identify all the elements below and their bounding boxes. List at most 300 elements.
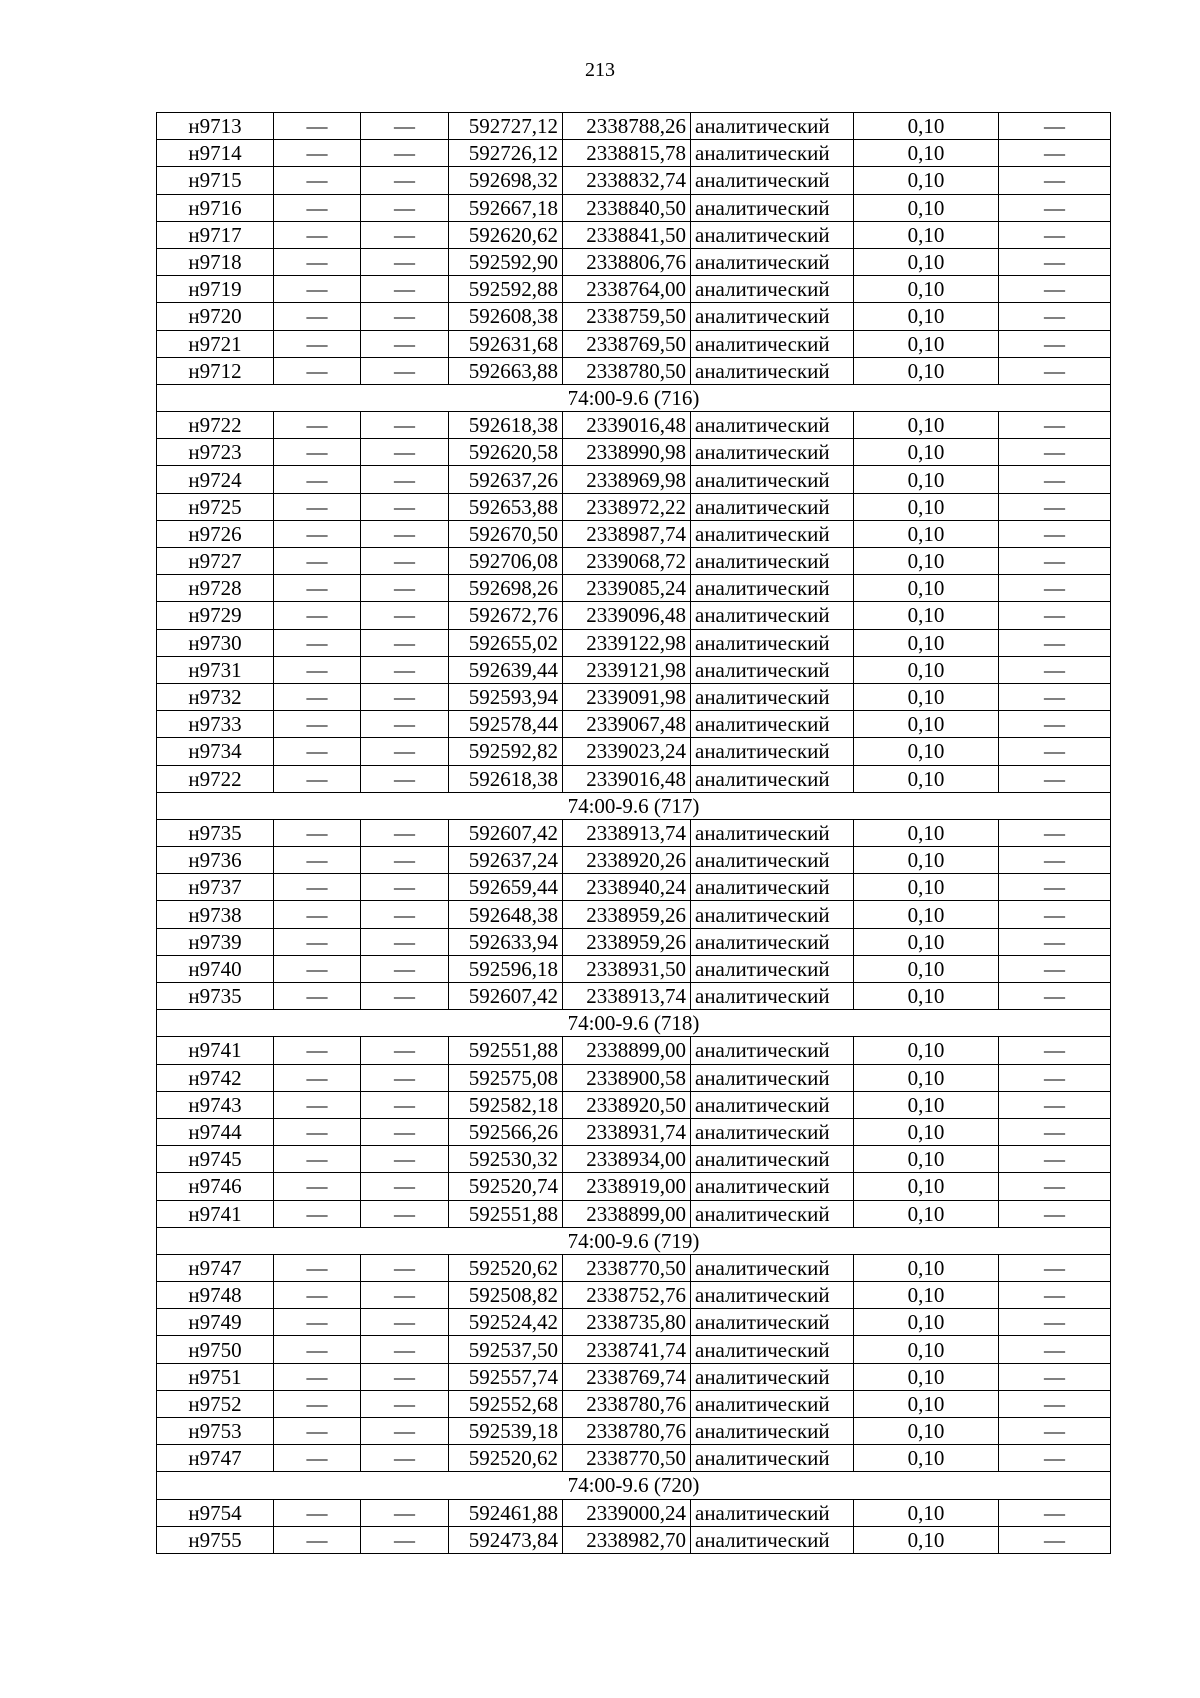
- dash-cell: —: [999, 1363, 1111, 1390]
- method-cell: аналитический: [691, 412, 854, 439]
- x-coordinate-cell: 592524,42: [449, 1309, 563, 1336]
- x-coordinate-cell: 592539,18: [449, 1418, 563, 1445]
- point-name-cell: н9737: [157, 874, 274, 901]
- dash-cell: —: [361, 1254, 449, 1281]
- y-coordinate-cell: 2339121,98: [563, 656, 691, 683]
- accuracy-cell: 0,10: [854, 113, 999, 140]
- table-row: [157, 1200, 1111, 1227]
- dash-cell: —: [999, 656, 1111, 683]
- dash-cell: —: [274, 493, 361, 520]
- accuracy-cell: 0,10: [854, 167, 999, 194]
- table-row: [157, 683, 1111, 710]
- method-cell: аналитический: [691, 1282, 854, 1309]
- point-name-cell: н9744: [157, 1118, 274, 1145]
- dash-cell: —: [274, 765, 361, 792]
- y-coordinate-cell: 2338899,00: [563, 1200, 691, 1227]
- table-row: [157, 819, 1111, 846]
- dash-cell: —: [274, 1037, 361, 1064]
- y-coordinate-cell: 2338899,00: [563, 1037, 691, 1064]
- y-coordinate-cell: 2338959,26: [563, 901, 691, 928]
- dash-cell: —: [274, 874, 361, 901]
- x-coordinate-cell: 592608,38: [449, 303, 563, 330]
- y-coordinate-cell: 2338920,26: [563, 847, 691, 874]
- y-coordinate-cell: 2338913,74: [563, 819, 691, 846]
- y-coordinate-cell: 2338769,74: [563, 1363, 691, 1390]
- table-row: [157, 1499, 1111, 1526]
- accuracy-cell: 0,10: [854, 1336, 999, 1363]
- table-row: [157, 1390, 1111, 1417]
- table-row: [157, 221, 1111, 248]
- table-row: [157, 1282, 1111, 1309]
- x-coordinate-cell: 592582,18: [449, 1091, 563, 1118]
- x-coordinate-cell: 592607,42: [449, 819, 563, 846]
- dash-cell: —: [361, 330, 449, 357]
- point-name-cell: н9720: [157, 303, 274, 330]
- accuracy-cell: 0,10: [854, 1118, 999, 1145]
- y-coordinate-cell: 2339000,24: [563, 1499, 691, 1526]
- y-coordinate-cell: 2338959,26: [563, 928, 691, 955]
- x-coordinate-cell: 592566,26: [449, 1118, 563, 1145]
- section-header-row: [157, 1227, 1111, 1254]
- dash-cell: —: [274, 1254, 361, 1281]
- y-coordinate-cell: 2339016,48: [563, 765, 691, 792]
- dash-cell: —: [274, 847, 361, 874]
- point-name-cell: н9755: [157, 1526, 274, 1553]
- method-cell: аналитический: [691, 493, 854, 520]
- dash-cell: —: [999, 439, 1111, 466]
- x-coordinate-cell: 592618,38: [449, 412, 563, 439]
- accuracy-cell: 0,10: [854, 874, 999, 901]
- table-row: [157, 1254, 1111, 1281]
- dash-cell: —: [274, 656, 361, 683]
- point-name-cell: н9725: [157, 493, 274, 520]
- point-name-cell: н9733: [157, 711, 274, 738]
- dash-cell: —: [361, 493, 449, 520]
- dash-cell: —: [274, 711, 361, 738]
- point-name-cell: н9715: [157, 167, 274, 194]
- dash-cell: —: [999, 412, 1111, 439]
- point-name-cell: н9718: [157, 248, 274, 275]
- dash-cell: —: [361, 1390, 449, 1417]
- table-row: [157, 1064, 1111, 1091]
- point-name-cell: н9723: [157, 439, 274, 466]
- accuracy-cell: 0,10: [854, 493, 999, 520]
- accuracy-cell: 0,10: [854, 602, 999, 629]
- accuracy-cell: 0,10: [854, 1064, 999, 1091]
- dash-cell: —: [999, 303, 1111, 330]
- x-coordinate-cell: 592473,84: [449, 1526, 563, 1553]
- point-name-cell: н9751: [157, 1363, 274, 1390]
- dash-cell: —: [361, 738, 449, 765]
- method-cell: аналитический: [691, 656, 854, 683]
- dash-cell: —: [361, 357, 449, 384]
- method-cell: аналитический: [691, 765, 854, 792]
- method-cell: аналитический: [691, 1526, 854, 1553]
- table-row: [157, 1445, 1111, 1472]
- dash-cell: —: [999, 1146, 1111, 1173]
- accuracy-cell: 0,10: [854, 1173, 999, 1200]
- dash-cell: —: [999, 575, 1111, 602]
- table-row: [157, 357, 1111, 384]
- y-coordinate-cell: 2338770,50: [563, 1254, 691, 1281]
- dash-cell: —: [361, 276, 449, 303]
- table-row: [157, 493, 1111, 520]
- method-cell: аналитический: [691, 1254, 854, 1281]
- table-row: [157, 439, 1111, 466]
- dash-cell: —: [999, 629, 1111, 656]
- accuracy-cell: 0,10: [854, 357, 999, 384]
- section-header-row: [157, 1010, 1111, 1037]
- point-name-cell: н9752: [157, 1390, 274, 1417]
- dash-cell: —: [361, 1363, 449, 1390]
- method-cell: аналитический: [691, 955, 854, 982]
- dash-cell: —: [361, 167, 449, 194]
- accuracy-cell: 0,10: [854, 1200, 999, 1227]
- x-coordinate-cell: 592639,44: [449, 656, 563, 683]
- x-coordinate-cell: 592659,44: [449, 874, 563, 901]
- method-cell: аналитический: [691, 1445, 854, 1472]
- table-row: [157, 575, 1111, 602]
- point-name-cell: н9738: [157, 901, 274, 928]
- table-row: [157, 1173, 1111, 1200]
- section-caption: 74:00-9.6 (718): [157, 1010, 1111, 1037]
- accuracy-cell: 0,10: [854, 303, 999, 330]
- y-coordinate-cell: 2339096,48: [563, 602, 691, 629]
- dash-cell: —: [999, 520, 1111, 547]
- section-caption: 74:00-9.6 (720): [157, 1472, 1111, 1499]
- point-name-cell: н9745: [157, 1146, 274, 1173]
- x-coordinate-cell: 592637,24: [449, 847, 563, 874]
- x-coordinate-cell: 592698,32: [449, 167, 563, 194]
- dash-cell: —: [274, 1200, 361, 1227]
- method-cell: аналитический: [691, 167, 854, 194]
- y-coordinate-cell: 2338931,50: [563, 955, 691, 982]
- dash-cell: —: [274, 113, 361, 140]
- method-cell: аналитический: [691, 874, 854, 901]
- method-cell: аналитический: [691, 1309, 854, 1336]
- x-coordinate-cell: 592655,02: [449, 629, 563, 656]
- method-cell: аналитический: [691, 738, 854, 765]
- method-cell: аналитический: [691, 1173, 854, 1200]
- table-row: [157, 167, 1111, 194]
- accuracy-cell: 0,10: [854, 656, 999, 683]
- dash-cell: —: [999, 1418, 1111, 1445]
- x-coordinate-cell: 592552,68: [449, 1390, 563, 1417]
- dash-cell: —: [274, 194, 361, 221]
- dash-cell: —: [274, 955, 361, 982]
- dash-cell: —: [274, 357, 361, 384]
- dash-cell: —: [999, 683, 1111, 710]
- section-caption: 74:00-9.6 (716): [157, 384, 1111, 411]
- y-coordinate-cell: 2338780,76: [563, 1418, 691, 1445]
- dash-cell: —: [361, 629, 449, 656]
- table-row: [157, 765, 1111, 792]
- dash-cell: —: [999, 819, 1111, 846]
- x-coordinate-cell: 592557,74: [449, 1363, 563, 1390]
- accuracy-cell: 0,10: [854, 1390, 999, 1417]
- method-cell: аналитический: [691, 439, 854, 466]
- method-cell: аналитический: [691, 357, 854, 384]
- dash-cell: —: [999, 466, 1111, 493]
- method-cell: аналитический: [691, 602, 854, 629]
- point-name-cell: н9729: [157, 602, 274, 629]
- section-caption: 74:00-9.6 (717): [157, 792, 1111, 819]
- method-cell: аналитический: [691, 140, 854, 167]
- point-name-cell: н9747: [157, 1445, 274, 1472]
- dash-cell: —: [999, 167, 1111, 194]
- table-row: [157, 629, 1111, 656]
- method-cell: аналитический: [691, 548, 854, 575]
- dash-cell: —: [999, 1254, 1111, 1281]
- y-coordinate-cell: 2339016,48: [563, 412, 691, 439]
- method-cell: аналитический: [691, 1064, 854, 1091]
- y-coordinate-cell: 2338969,98: [563, 466, 691, 493]
- x-coordinate-cell: 592551,88: [449, 1200, 563, 1227]
- x-coordinate-cell: 592508,82: [449, 1282, 563, 1309]
- accuracy-cell: 0,10: [854, 928, 999, 955]
- method-cell: аналитический: [691, 330, 854, 357]
- point-name-cell: н9748: [157, 1282, 274, 1309]
- dash-cell: —: [999, 1445, 1111, 1472]
- x-coordinate-cell: 592698,26: [449, 575, 563, 602]
- accuracy-cell: 0,10: [854, 819, 999, 846]
- table-row: [157, 330, 1111, 357]
- dash-cell: —: [274, 1390, 361, 1417]
- dash-cell: —: [999, 602, 1111, 629]
- x-coordinate-cell: 592578,44: [449, 711, 563, 738]
- accuracy-cell: 0,10: [854, 520, 999, 547]
- dash-cell: —: [361, 1200, 449, 1227]
- y-coordinate-cell: 2339023,24: [563, 738, 691, 765]
- point-name-cell: н9736: [157, 847, 274, 874]
- x-coordinate-cell: 592575,08: [449, 1064, 563, 1091]
- dash-cell: —: [999, 1390, 1111, 1417]
- dash-cell: —: [361, 928, 449, 955]
- dash-cell: —: [361, 113, 449, 140]
- table-row: [157, 1091, 1111, 1118]
- point-name-cell: н9734: [157, 738, 274, 765]
- method-cell: аналитический: [691, 928, 854, 955]
- dash-cell: —: [274, 412, 361, 439]
- y-coordinate-cell: 2338832,74: [563, 167, 691, 194]
- x-coordinate-cell: 592653,88: [449, 493, 563, 520]
- table-row: [157, 248, 1111, 275]
- dash-cell: —: [361, 819, 449, 846]
- dash-cell: —: [999, 1282, 1111, 1309]
- accuracy-cell: 0,10: [854, 738, 999, 765]
- section-caption: 74:00-9.6 (719): [157, 1227, 1111, 1254]
- method-cell: аналитический: [691, 466, 854, 493]
- coordinates-table-body: [157, 113, 1111, 1554]
- table-row: [157, 1336, 1111, 1363]
- dash-cell: —: [361, 412, 449, 439]
- x-coordinate-cell: 592596,18: [449, 955, 563, 982]
- y-coordinate-cell: 2338815,78: [563, 140, 691, 167]
- y-coordinate-cell: 2338934,00: [563, 1146, 691, 1173]
- dash-cell: —: [361, 1499, 449, 1526]
- y-coordinate-cell: 2338741,74: [563, 1336, 691, 1363]
- dash-cell: —: [999, 1037, 1111, 1064]
- method-cell: аналитический: [691, 1499, 854, 1526]
- point-name-cell: н9728: [157, 575, 274, 602]
- y-coordinate-cell: 2338841,50: [563, 221, 691, 248]
- dash-cell: —: [999, 276, 1111, 303]
- accuracy-cell: 0,10: [854, 575, 999, 602]
- method-cell: аналитический: [691, 1418, 854, 1445]
- accuracy-cell: 0,10: [854, 221, 999, 248]
- method-cell: аналитический: [691, 248, 854, 275]
- point-name-cell: н9732: [157, 683, 274, 710]
- table-row: [157, 1309, 1111, 1336]
- section-header-row: [157, 1472, 1111, 1499]
- dash-cell: —: [274, 575, 361, 602]
- y-coordinate-cell: 2338769,50: [563, 330, 691, 357]
- y-coordinate-cell: 2338919,00: [563, 1173, 691, 1200]
- dash-cell: —: [361, 656, 449, 683]
- x-coordinate-cell: 592663,88: [449, 357, 563, 384]
- dash-cell: —: [361, 1418, 449, 1445]
- table-row: [157, 928, 1111, 955]
- point-name-cell: н9743: [157, 1091, 274, 1118]
- method-cell: аналитический: [691, 711, 854, 738]
- table-row: [157, 548, 1111, 575]
- y-coordinate-cell: 2338990,98: [563, 439, 691, 466]
- accuracy-cell: 0,10: [854, 955, 999, 982]
- accuracy-cell: 0,10: [854, 1037, 999, 1064]
- accuracy-cell: 0,10: [854, 194, 999, 221]
- coordinates-table: [156, 112, 1111, 1554]
- dash-cell: —: [999, 493, 1111, 520]
- method-cell: аналитический: [691, 901, 854, 928]
- dash-cell: —: [361, 1037, 449, 1064]
- dash-cell: —: [361, 1282, 449, 1309]
- page-number: 213: [585, 59, 615, 81]
- dash-cell: —: [274, 221, 361, 248]
- y-coordinate-cell: 2338806,76: [563, 248, 691, 275]
- method-cell: аналитический: [691, 194, 854, 221]
- dash-cell: —: [999, 901, 1111, 928]
- dash-cell: —: [274, 167, 361, 194]
- table-row: [157, 1526, 1111, 1553]
- dash-cell: —: [274, 1526, 361, 1553]
- dash-cell: —: [274, 1499, 361, 1526]
- table-row: [157, 194, 1111, 221]
- dash-cell: —: [999, 194, 1111, 221]
- accuracy-cell: 0,10: [854, 1499, 999, 1526]
- dash-cell: —: [274, 1445, 361, 1472]
- x-coordinate-cell: 592520,74: [449, 1173, 563, 1200]
- table-row: [157, 711, 1111, 738]
- table-row: [157, 955, 1111, 982]
- y-coordinate-cell: 2338840,50: [563, 194, 691, 221]
- dash-cell: —: [999, 1173, 1111, 1200]
- dash-cell: —: [274, 629, 361, 656]
- dash-cell: —: [274, 466, 361, 493]
- dash-cell: —: [999, 1091, 1111, 1118]
- y-coordinate-cell: 2338752,76: [563, 1282, 691, 1309]
- dash-cell: —: [274, 1363, 361, 1390]
- point-name-cell: н9730: [157, 629, 274, 656]
- dash-cell: —: [361, 683, 449, 710]
- table-row: [157, 1146, 1111, 1173]
- accuracy-cell: 0,10: [854, 711, 999, 738]
- dash-cell: —: [999, 1309, 1111, 1336]
- table-row: [157, 847, 1111, 874]
- point-name-cell: н9717: [157, 221, 274, 248]
- dash-cell: —: [274, 1146, 361, 1173]
- x-coordinate-cell: 592633,94: [449, 928, 563, 955]
- method-cell: аналитический: [691, 1200, 854, 1227]
- dash-cell: —: [999, 357, 1111, 384]
- x-coordinate-cell: 592637,26: [449, 466, 563, 493]
- table-row: [157, 1418, 1111, 1445]
- y-coordinate-cell: 2339122,98: [563, 629, 691, 656]
- x-coordinate-cell: 592592,90: [449, 248, 563, 275]
- dash-cell: —: [274, 1173, 361, 1200]
- accuracy-cell: 0,10: [854, 983, 999, 1010]
- table-row: [157, 412, 1111, 439]
- dash-cell: —: [274, 548, 361, 575]
- dash-cell: —: [999, 221, 1111, 248]
- y-coordinate-cell: 2338982,70: [563, 1526, 691, 1553]
- accuracy-cell: 0,10: [854, 439, 999, 466]
- y-coordinate-cell: 2338987,74: [563, 520, 691, 547]
- y-coordinate-cell: 2339085,24: [563, 575, 691, 602]
- table-row: [157, 656, 1111, 683]
- x-coordinate-cell: 592620,62: [449, 221, 563, 248]
- accuracy-cell: 0,10: [854, 901, 999, 928]
- dash-cell: —: [361, 221, 449, 248]
- dash-cell: —: [361, 1091, 449, 1118]
- dash-cell: —: [999, 928, 1111, 955]
- dash-cell: —: [361, 1309, 449, 1336]
- dash-cell: —: [999, 1336, 1111, 1363]
- table-row: [157, 113, 1111, 140]
- dash-cell: —: [361, 1173, 449, 1200]
- method-cell: аналитический: [691, 276, 854, 303]
- accuracy-cell: 0,10: [854, 1526, 999, 1553]
- dash-cell: —: [274, 928, 361, 955]
- point-name-cell: н9735: [157, 819, 274, 846]
- point-name-cell: н9742: [157, 1064, 274, 1091]
- method-cell: аналитический: [691, 1146, 854, 1173]
- x-coordinate-cell: 592461,88: [449, 1499, 563, 1526]
- method-cell: аналитический: [691, 1363, 854, 1390]
- x-coordinate-cell: 592672,76: [449, 602, 563, 629]
- point-name-cell: н9753: [157, 1418, 274, 1445]
- table-row: [157, 1363, 1111, 1390]
- x-coordinate-cell: 592618,38: [449, 765, 563, 792]
- accuracy-cell: 0,10: [854, 1309, 999, 1336]
- x-coordinate-cell: 592648,38: [449, 901, 563, 928]
- x-coordinate-cell: 592706,08: [449, 548, 563, 575]
- point-name-cell: н9719: [157, 276, 274, 303]
- y-coordinate-cell: 2338920,50: [563, 1091, 691, 1118]
- table-row: [157, 466, 1111, 493]
- dash-cell: —: [274, 1282, 361, 1309]
- dash-cell: —: [274, 983, 361, 1010]
- dash-cell: —: [274, 303, 361, 330]
- y-coordinate-cell: 2338759,50: [563, 303, 691, 330]
- table-row: [157, 738, 1111, 765]
- y-coordinate-cell: 2338788,26: [563, 113, 691, 140]
- method-cell: аналитический: [691, 1390, 854, 1417]
- dash-cell: —: [999, 847, 1111, 874]
- method-cell: аналитический: [691, 221, 854, 248]
- dash-cell: —: [361, 248, 449, 275]
- section-header-row: [157, 384, 1111, 411]
- x-coordinate-cell: 592520,62: [449, 1254, 563, 1281]
